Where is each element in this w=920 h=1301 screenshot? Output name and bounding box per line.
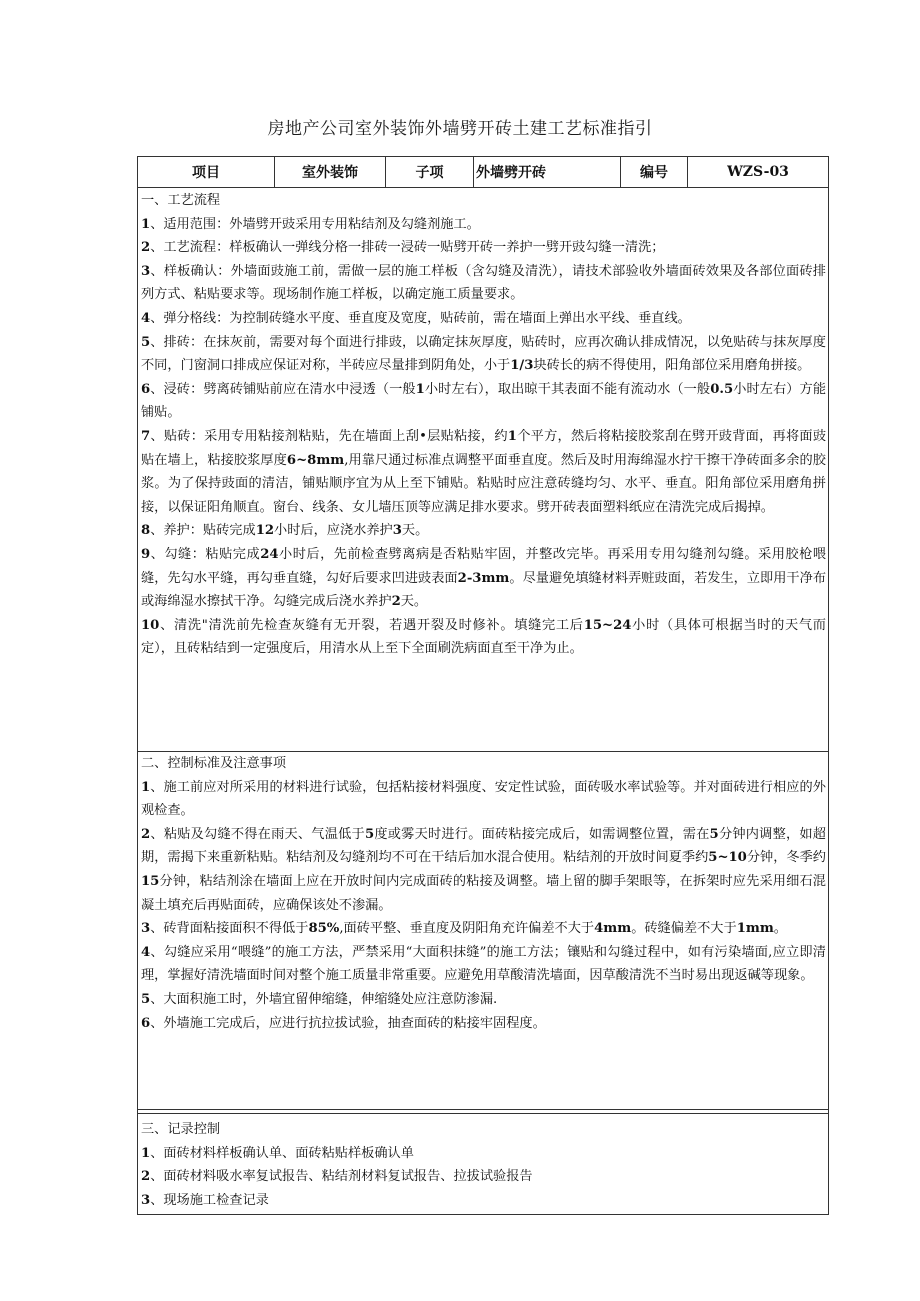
list-item: 5、大面积施工时，外墙宜留伸缩缝，伸缩缝处应注意防渗漏. (141, 991, 498, 1007)
section-heading: 三、记录控制 (141, 1122, 221, 1137)
list-item: 4、弹分格线：为控制砖缝水平度、垂直度及宽度，贴砖前，需在墙面上弹出水平线、垂直线。 (141, 310, 691, 326)
list-item: 2、粘贴及勾缝不得在雨天、气温低于5度或雾天时进行。面砖粘接完成后，如需调整位置，需在5分钟内调整，如超期，需揭下来重新粘贴。粘结剂及勾缝剂均不可在干结后加水混合使用。粘结剂的开放时间夏季约5~10分钟，冬季约15分钟，粘结剂涂在墙面上应在开放时间内完成面砖的粘接及调整。墙上留的脚手架眼等，在拆架时应先采用细石混凝土填充后再贴面砖，应确保该处不渗漏。 (141, 826, 826, 913)
list-item: 3、样板确认：外墙面豉施工前，需做一层的施工样板（含勾缝及清洗），请技术部验收外墙面砖效果及各部位面砖排列方式、粘贴要求等。现场制作施工样板，以确定施工质量要求。 (141, 263, 826, 303)
list-item: 10、清洗"清洗前先检查灰缝有无开裂，若遇开裂及时修补。填缝完工后15~24小时（具体可根据当时的天气而定），且砖粘结到一定强度后，用清水从上至下全面刷洗病面直至干净为止。 (141, 617, 826, 657)
list-item: 5、排砖：在抹灰前，需要对每个面进行排豉，以确定抹灰厚度，贴砖时，应再次确认排成情况，以免贴砖与抹灰厚度不同，门窗洞口排成应保证对称，半砖应尽量排到阴角处，小于1/3块砖长的病不得使用，阳角部位采用磨角拼接。 (141, 334, 826, 374)
list-item: 9、勾缝：粘贴完成24小时后，先前检查劈离病是否粘贴牢固，并整改完毕。再采用专用勾缝剂勾缝。采用胶枪喂缝，先勾水平缝，再勾垂直缝，勾好后要求凹进豉表面2-3mm。尽量避免填缝材料弄赃豉面，若发生，立即用干净布或海绵湿水擦拭干净。勾缝完成后浇水养护2天。 (141, 546, 827, 610)
code-label: 编号 (621, 157, 688, 187)
list-item: 8、养护：贴砖完成12小时后，应浇水养护3天。 (141, 523, 429, 539)
page-title: 房地产公司室外装饰外墙劈开砖土建工艺标准指引 (267, 119, 653, 139)
code-value: WZS-03 (727, 164, 789, 180)
list-item: 1、适用范围：外墙劈开豉采用专用粘结剂及勾缝剂施工。 (141, 216, 480, 232)
list-item: 6、浸砖：劈离砖铺贴前应在清水中浸透（一般1小时左右），取出晾干其表面不能有流动水（一般0.5小时左右）方能铺贴。 (141, 381, 827, 421)
list-item: 3、现场施工检查记录 (141, 1192, 269, 1208)
sub-item-value: 外墙劈开砖 (474, 157, 621, 187)
list-item: 4、勾缝应采用“喂缝”的施工方法，严禁采用“大面积抹缝”的施工方法；镶贴和勾缝过程中，如有污染墙面,应立即清理，掌握好清洗墙面时间对整个施工质量非常重要。应避免用草酸清洗墙面，因草酸清洗不当时易出现返碱等现象。 (141, 944, 826, 984)
item-label: 项目 (138, 157, 275, 187)
list-item: 1、施工前应对所采用的材料进行试验，包括粘接材料强度、安定性试验，面砖吸水率试验等。并对面砖进行相应的外观检查。 (141, 779, 826, 819)
list-item: 3、砖背面粘接面积不得低于85%,面砖平整、垂直度及阴阳角充许偏差不大于4mm。砖缝偏差不大于1mm。 (141, 921, 787, 937)
table-header-row (138, 157, 828, 188)
section-process-flow (138, 188, 828, 752)
sub-item-label: 子项 (386, 157, 474, 187)
standard-table (137, 156, 829, 1215)
list-item: 2、工艺流程：样板确认一弹线分格一排砖一浸砖一贴劈开砖一养护一劈开豉勾缝一清洗； (141, 240, 665, 256)
section-heading: 二、控制标准及注意事项 (141, 756, 287, 771)
list-item: 7、贴砖：采用专用粘接剂粘贴，先在墙面上刮•层贴粘接，约1个平方，然后将粘接胶浆刮在劈开豉背面，再将面豉贴在墙上，粘接胶浆厚度6~8mm,用靠尺通过标准点调整平面垂直度。然后及时用海绵湿水拧干擦干净砖面多余的胶浆。为了保持豉面的清洁，铺贴顺序宜为从上至下铺贴。粘贴时应注意砖缝均匀、水平、垂直。阳角部位采用磨角拼接，以保证阳角顺直。窗台、线条、女儿墙压顶等应满足排水要求。劈开砖表面塑料纸应在清洗完成后揭掉。 (141, 428, 827, 515)
section-heading: 一、工艺流程 (141, 193, 221, 208)
section-control-standards (138, 752, 828, 1110)
list-item: 6、外墙施工完成后，应进行抗拉拔试验，抽查面砖的粘接牢固程度。 (141, 1015, 546, 1031)
section-record-control (138, 1113, 828, 1214)
list-item: 2、面砖材料吸水率复试报告、粘结剂材料复试报告、拉拔试验报告 (141, 1169, 533, 1185)
item-value: 室外装饰 (275, 157, 386, 187)
list-item: 1、面砖材料样板确认单、面砖粘贴样板确认单 (141, 1145, 414, 1161)
